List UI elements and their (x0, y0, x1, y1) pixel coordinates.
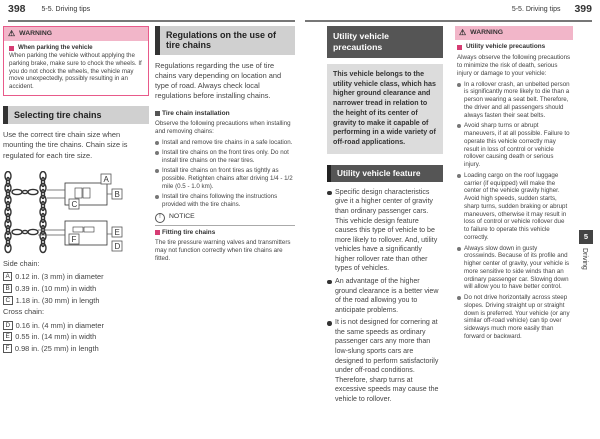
spec-text: 0.16 in. (4 mm) in diameter (15, 320, 104, 330)
spec-row (3, 332, 149, 341)
chapter-tab: 5 (579, 230, 593, 244)
spec-text: 0.12 in. (3 mm) in diameter (15, 272, 104, 282)
fig-label-d: D (114, 241, 121, 251)
spec-tag: A (3, 272, 12, 281)
list-item: Avoid sharp turns or abrupt maneuvers, if at all possible. Failure to operate this vehicle correctly may result in loss of control or vehicle rollover causing death or serious injury. (457, 122, 571, 169)
list-item: Loading cargo on the roof luggage carrier (if equipped) will make the center of the vehicle gravity higher. Avoid high speeds, sudden starts, sharp turns, sudden braking or abrupt maneuvers, otherwise it may result in loss of control or vehicle rollover due to failure to operate this vehicle correctly. (457, 172, 571, 242)
fig-label-a: A (103, 174, 109, 184)
column-4 (455, 26, 573, 344)
warning-header (455, 26, 573, 40)
installation-list (155, 139, 295, 209)
right-section-title: 5-5. Driving tips (511, 5, 561, 13)
notice-subtitle: Fitting tire chains (162, 228, 216, 236)
square-bullet-icon (155, 230, 160, 235)
utility-feature-list (327, 188, 443, 405)
warning-triangle-icon: ⚠ (459, 28, 467, 37)
left-header-rule (8, 20, 295, 22)
spec-row (3, 296, 149, 305)
spec-tag: E (3, 332, 12, 341)
list-item: Specific design characteristics give it a higher center of gravity than ordinary passenger cars. This vehicle design feature causes this type of vehicle to be more likely to rollover. And, utility vehicles have a significantly higher rollover rate than other types of vehicles. (327, 188, 443, 274)
list-item: An advantage of the higher ground clearance is a better view of the road allowing you to anticipate problems. (327, 277, 443, 315)
warning-title: WARNING (19, 29, 53, 37)
spec-text: 0.98 in. (25 mm) in length (14, 344, 99, 354)
warning-subtitle: Utility vehicle precautions (466, 43, 546, 51)
column-3 (327, 26, 443, 408)
list-item: Install tire chains on the front tires only. Do not install tire chains on the rear tires. (155, 149, 295, 165)
column-2 (155, 26, 295, 263)
notice-text: The tire pressure warning valves and transmitters may not function correctly when tire chains are fitted. (155, 238, 291, 262)
fig-label-b: B (114, 189, 120, 199)
spec-tag: B (3, 284, 12, 293)
warning-text: When parking the vehicle without applying the parking brake, make sure to chock the wheels. If you do not chock the wheels, the vehicle may move unexpectedly, possibly resulting in an accident. (9, 52, 142, 91)
cross-chain-label: Cross chain: (3, 307, 45, 317)
square-bullet-icon (9, 46, 14, 51)
warning-intro: Always observe the following precautions to minimize the risk of death, serious injury or damage to your vehicle: (457, 53, 571, 77)
square-bullet-icon (155, 111, 160, 116)
fig-label-c: C (71, 199, 78, 209)
column-1 (3, 26, 149, 356)
spec-tag: C (3, 296, 13, 305)
left-page-header (8, 0, 90, 19)
warning-triangle-icon: ⚠ (8, 29, 16, 38)
left-section-title: 5-5. Driving tips (41, 5, 91, 13)
warning-subtitle: When parking the vehicle (18, 44, 93, 52)
utility-precautions-heading: Utility vehicle precautions (327, 26, 443, 58)
spec-row (3, 284, 149, 293)
side-chain-label: Side chain: (3, 258, 40, 268)
right-page-number: 399 (574, 2, 592, 15)
spec-row (3, 344, 149, 353)
selecting-tire-chains-heading: Selecting tire chains (3, 106, 149, 124)
spec-text: 0.55 in. (14 mm) in width (15, 332, 97, 342)
installation-intro: Observe the following precautions when installing and removing chains: (155, 120, 291, 136)
list-item: Do not drive horizontally across steep slopes. Driving straight up or straight down is preferred. Your vehicle (or any similar off-road vehicle) can tip over sideways much more easily than forward or backward. (457, 294, 571, 341)
spec-row (3, 321, 149, 330)
warning-title: WARNING (470, 28, 504, 36)
parking-warning-box (3, 26, 149, 96)
list-item: Install tire chains on front tires as tightly as possible. Retighten chains after driving 1/4 - 1/2 mile (0.5 - 1.0 km). (155, 167, 295, 191)
chapter-tab-label: Driving (581, 248, 589, 270)
warning-list (457, 81, 571, 341)
right-page-header (512, 0, 592, 19)
notice-title: NOTICE (169, 213, 195, 221)
spec-row (3, 272, 149, 281)
tire-chain-illustration (3, 171, 143, 255)
selecting-tire-chains-body: Use the correct tire chain size when mounting the tire chains. Chain size is regulated for each tire size. (3, 130, 128, 160)
spec-tag: D (3, 321, 13, 330)
utility-warning-box (455, 26, 573, 341)
list-item: It is not designed for cornering at the same speeds as ordinary passenger cars any more than low-slung sports cars are designed to perform satisfactorily under off-road conditions. Therefore, sharp turns at excessive speeds may cause the vehicle to rollover. (327, 318, 443, 404)
spec-text: 1.18 in. (30 mm) in length (15, 295, 100, 305)
spec-tag: F (3, 344, 12, 353)
fig-label-f: F (71, 234, 77, 244)
utility-intro-box: This vehicle belongs to the utility vehicle class, which has higher ground clearance and narrower tread in relation to the height of its center of gravity to make it capable of performing in a wide variety of off-road applications. (327, 64, 443, 154)
list-item: Always slow down in gusty crosswinds. Because of its profile and higher center of gravity, your vehicle is more sensitive to side winds than an ordinary passenger car. Slowing down will allow you to have better control. (457, 245, 571, 292)
tire-chain-diagram (3, 171, 143, 255)
list-item: In a rollover crash, an unbelted person is significantly more likely to die than a person wearing a seat belt. Therefore, the driver and all passengers should always fasten their seat belts. (457, 81, 571, 120)
notice-box (155, 213, 295, 263)
installation-heading: Tire chain installation (162, 109, 230, 117)
regulations-body: Regulations regarding the use of tire chains vary depending on location and type of road. Always check local regulations before installing chains. (155, 60, 282, 101)
spec-text: 0.39 in. (10 mm) in width (15, 283, 97, 293)
warning-header (4, 27, 148, 41)
square-bullet-icon (457, 45, 462, 50)
list-item: Install and remove tire chains in a safe location. (155, 139, 295, 147)
fig-label-e: E (114, 227, 120, 237)
right-header-rule (305, 20, 592, 22)
utility-feature-heading: Utility vehicle feature (327, 165, 443, 182)
list-item: Install tire chains following the instructions provided with the tire chains. (155, 193, 295, 209)
notice-info-icon: ! (155, 213, 165, 223)
left-page-number: 398 (8, 2, 26, 15)
tire-chain-regulations-heading: Regulations on the use of tire chains (155, 26, 295, 55)
